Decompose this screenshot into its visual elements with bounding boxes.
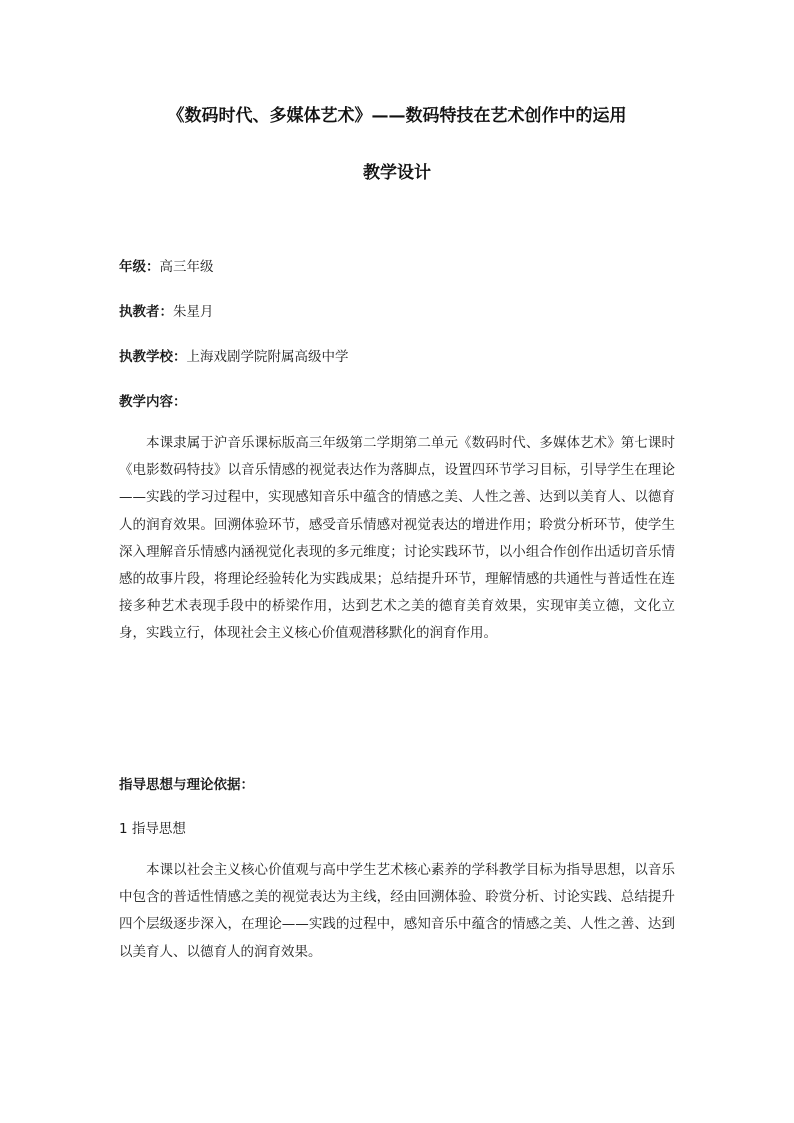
grade-field	[119, 257, 214, 277]
document-title: 《数码时代、多媒体艺术》——数码特技在艺术创作中的运用	[167, 106, 627, 126]
grade-value: 高三年级	[159, 259, 214, 275]
teacher-value: 朱星月	[173, 304, 214, 320]
school-value: 上海戏剧学院附属高级中学	[186, 349, 349, 365]
grade-label: 年级：	[119, 259, 160, 275]
content-paragraph: 本课隶属于沪音乐课标版高三年级第二学期第二单元《数码时代、多媒体艺术》第七课时《电影数码特技》以音乐情感的视觉表达作为落脚点，设置四环节学习目标，引导学生在理论——实践的学习过程中，实现感知音乐中蕴含的情感之美、人性之善、达到以美育人、以德育人的润育效果。回溯体验环节，感受音乐情感对视觉表达的增进作用；聆赏分析环节，使学生深入理解音乐情感内涵视觉化表现的多元维度；讨论实践环节，以小组合作创作出适切音乐情感的故事片段，将理论经验转化为实践成果；总结提升环节，理解情感的共通性与普适性在连接多种艺术表现手段中的桥梁作用，达到艺术之美的德育美育效果，实现审美立德，文化立身，实践立行，体现社会主义核心价值观潜移默化的润育作用。	[119, 435, 675, 642]
school-label: 执教学校：	[119, 349, 187, 365]
guiding-heading: 指导思想与理论依据：	[119, 777, 254, 793]
content-heading: 教学内容：	[119, 394, 187, 410]
teacher-field	[119, 302, 214, 322]
guiding-paragraph: 本课以社会主义核心价值观与高中学生艺术核心素养的学科教学目标为指导思想，以音乐中包含的普适性情感之美的视觉表达为主线，经由回溯体验、聆赏分析、讨论实践、总结提升四个层级逐步深入，在理论——实践的过程中，感知音乐中蕴含的情感之美、人性之善、达到以美育人、以德育人的润育效果。	[119, 862, 675, 960]
school-field	[119, 347, 349, 367]
guiding-subheading: 1 指导思想	[119, 821, 186, 837]
document-subtitle: 教学设计	[363, 163, 431, 183]
teacher-label: 执教者：	[119, 304, 173, 320]
